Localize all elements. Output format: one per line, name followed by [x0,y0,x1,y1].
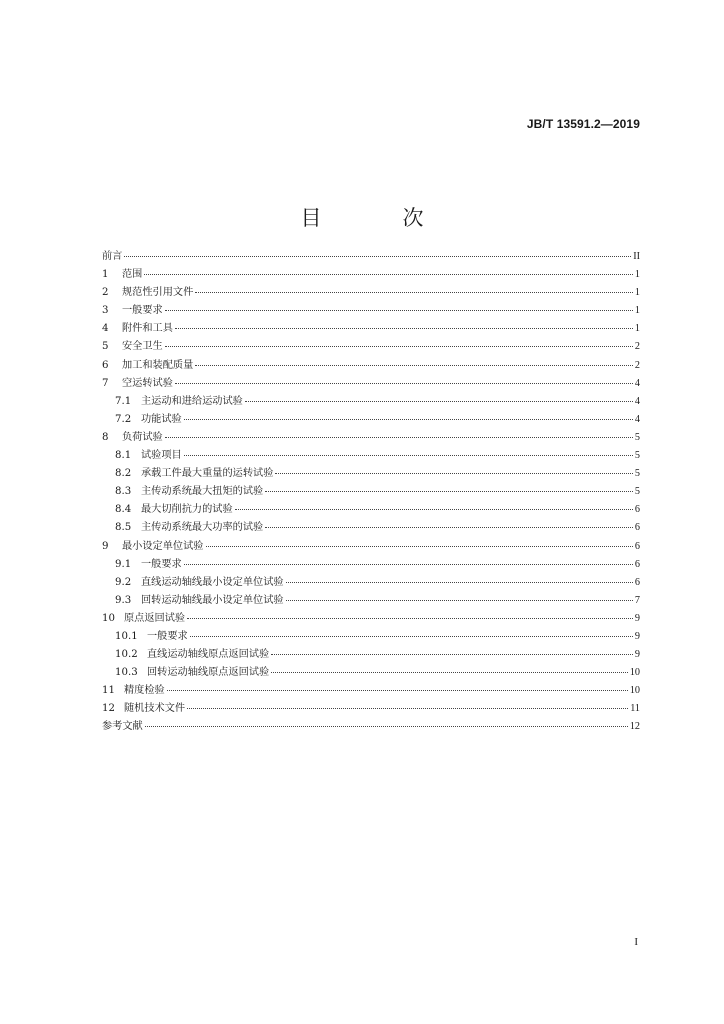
toc-entry-page: 1 [634,287,640,299]
toc-entry-page: 10 [629,667,640,679]
toc-entry-number: 10.3 [115,667,138,679]
dot-leader [245,400,633,402]
dot-leader [175,327,633,329]
toc-entry-page: 1 [634,305,640,317]
dot-leader [275,472,632,474]
toc-entry-number: 10 [102,612,115,624]
toc-entry-number: 1 [102,269,109,281]
dot-leader [124,255,631,257]
toc-entry-label: 回转运动轴线原点返回试验 [147,667,270,679]
toc-entry-page: 5 [634,486,640,498]
toc-entry-label: 原点返回试验 [124,612,186,624]
toc-entry-label: 最大切削抗力的试验 [141,504,233,516]
toc-entry-page: 6 [634,522,640,534]
toc-entry-label: 前言 [102,251,123,262]
toc-entry[interactable] [102,592,640,610]
dot-leader [165,345,633,347]
toc-entry-page: 5 [634,450,640,462]
dot-leader [271,653,633,655]
dot-leader [145,725,628,727]
toc-entry[interactable] [102,718,640,736]
toc-entry-page: 2 [634,359,640,371]
dot-leader [167,689,628,691]
toc-entry-number: 7.2 [115,413,132,425]
toc-entry-label: 一般要求 [141,558,182,570]
dot-leader [184,563,633,565]
toc-entry-page: 9 [634,649,640,661]
toc-entry-number: 7.1 [115,395,132,407]
toc-entry-label: 随机技术文件 [124,703,186,715]
toc-entry-number: 9.2 [115,576,132,588]
toc-entry-page: 2 [634,341,640,353]
toc-entry[interactable] [102,574,640,592]
toc-entry-number: 9 [102,540,109,552]
toc-entry[interactable] [102,465,640,483]
toc-entry-page: 4 [634,413,640,425]
toc-entry[interactable] [102,393,640,411]
dot-leader [265,526,633,528]
dot-leader [265,490,633,492]
toc-entry-label: 一般要求 [122,305,163,317]
toc-entry-label: 参考文献 [102,721,143,733]
toc-entry-label: 加工和装配质量 [122,359,194,371]
toc-entry-label: 一般要求 [147,630,188,642]
dot-leader [286,599,633,601]
toc-entry-label: 精度检验 [124,685,165,697]
dot-leader [195,364,633,366]
toc-entry-number: 2 [102,287,109,299]
toc-entry[interactable] [102,357,640,375]
page-number: I [634,936,638,948]
toc-entry[interactable] [102,519,640,537]
toc-entry[interactable] [102,483,640,501]
toc-entry-page: 9 [634,630,640,642]
toc-entry-page: 11 [630,703,640,715]
toc-entry-label: 直线运动轴线原点返回试验 [147,649,270,661]
page-title: 目 次 [300,206,454,231]
toc-entry-page: 10 [629,685,640,697]
toc-entry-page: 5 [634,468,640,480]
toc-entry[interactable] [102,538,640,556]
toc-entry-label: 最小设定单位试验 [122,540,204,552]
toc-entry-label: 负荷试验 [122,431,163,443]
toc-entry-page: 6 [634,540,640,552]
toc-entry[interactable] [102,664,640,682]
toc-entry[interactable] [102,248,640,266]
toc-entry-number: 10.1 [115,630,138,642]
toc-entry-number: 8.1 [115,450,132,462]
toc-entry-number: 5 [102,341,109,353]
toc-entry-number: 8.4 [115,504,132,516]
toc-entry-page: 9 [634,612,640,624]
toc-entry-number: 3 [102,305,109,317]
toc-entry[interactable] [102,610,640,628]
toc-entry-label: 安全卫生 [122,341,163,353]
toc-entry-label: 范围 [122,269,143,281]
toc-entry[interactable] [102,411,640,429]
dot-leader [195,291,633,293]
toc-entry-number: 8 [102,431,109,443]
table-of-contents [102,248,640,737]
toc-entry-label: 试验项目 [141,450,182,462]
toc-entry-page: 12 [629,721,640,733]
toc-entry-number: 4 [102,323,109,335]
toc-entry-label: 主传动系统最大功率的试验 [141,522,264,534]
toc-entry-page: 6 [634,576,640,588]
dot-leader [165,436,633,438]
toc-entry[interactable] [102,375,640,393]
toc-entry[interactable] [102,266,640,284]
toc-entry-page: 6 [634,504,640,516]
dot-leader [175,382,633,384]
dot-leader [144,273,633,275]
dot-leader [235,508,633,510]
toc-entry-label: 规范性引用文件 [122,287,194,299]
toc-entry-number: 12 [102,703,115,715]
toc-entry-label: 空运转试验 [122,377,173,389]
toc-entry-number: 7 [102,377,109,389]
toc-entry-page: 4 [634,377,640,389]
toc-entry-number: 9.1 [115,558,132,570]
toc-entry-page: 5 [634,431,640,443]
dot-leader [187,617,633,619]
dot-leader [271,671,628,673]
toc-entry-number: 11 [102,685,115,697]
toc-entry[interactable] [102,646,640,664]
toc-entry-label: 承载工件最大重量的运转试验 [141,468,274,480]
dot-leader [184,418,633,420]
toc-entry-page: 1 [634,269,640,281]
toc-entry-label: 功能试验 [141,413,182,425]
dot-leader [206,545,633,547]
toc-entry-label: 直线运动轴线最小设定单位试验 [141,576,284,588]
toc-entry-page: II [633,251,640,262]
dot-leader [165,309,633,311]
toc-entry-number: 9.3 [115,594,132,606]
toc-entry-number: 8.5 [115,522,132,534]
dot-leader [190,635,633,637]
toc-entry[interactable] [102,338,640,356]
toc-entry-label: 主传动系统最大扭矩的试验 [141,486,264,498]
toc-entry-number: 8.3 [115,486,132,498]
dot-leader [286,581,633,583]
toc-entry-number: 6 [102,359,109,371]
toc-entry-page: 6 [634,558,640,570]
toc-entry-label: 回转运动轴线最小设定单位试验 [141,594,284,606]
toc-entry[interactable] [102,682,640,700]
toc-entry[interactable] [102,628,640,646]
toc-entry[interactable] [102,302,640,320]
toc-entry[interactable] [102,556,640,574]
dot-leader [184,454,633,456]
toc-entry[interactable] [102,429,640,447]
toc-entry[interactable] [102,501,640,519]
toc-entry[interactable] [102,320,640,338]
toc-entry[interactable] [102,284,640,302]
toc-entry-page: 4 [634,395,640,407]
toc-entry-number: 8.2 [115,468,132,480]
toc-entry[interactable] [102,700,640,718]
toc-entry[interactable] [102,447,640,465]
dot-leader [187,707,628,709]
toc-entry-label: 附件和工具 [122,323,173,335]
toc-entry-page: 7 [634,594,640,606]
standard-code: JB/T 13591.2—2019 [526,117,640,131]
toc-entry-page: 1 [634,323,640,335]
toc-entry-number: 10.2 [115,649,138,661]
toc-entry-label: 主运动和进给运动试验 [141,395,243,407]
